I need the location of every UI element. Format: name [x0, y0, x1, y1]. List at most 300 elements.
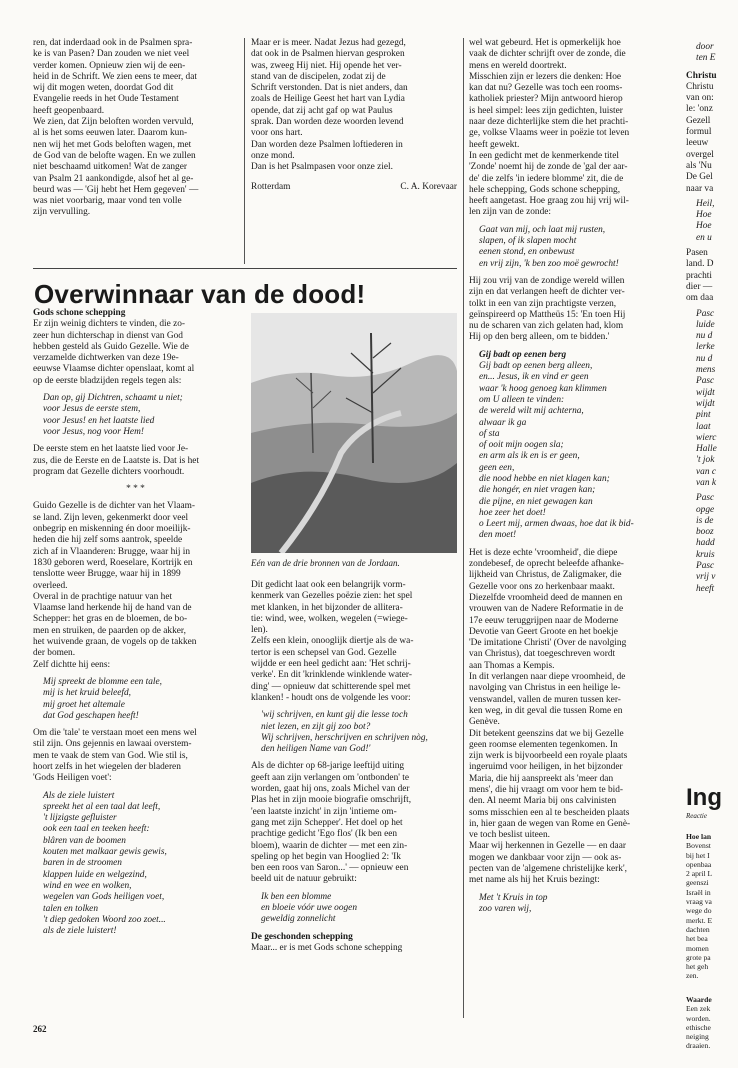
poem-line: kouten met malkaar gewis gewis, [43, 847, 167, 858]
paragraph-line: navolging van Christus in een heilige le- [469, 683, 621, 694]
paragraph-line: bloem), waarin de dichter — met een zin- [251, 840, 408, 851]
fragment-poem-line: luide [696, 319, 715, 330]
fragment-paragraph [686, 82, 738, 195]
poem-line: eenen stond, en onbewust [479, 247, 575, 258]
paragraph-line: beurd was — 'Gij hebt het Hem gegeven' — [33, 184, 199, 195]
paragraph-line: zijn en dat verlangen heeft de dichter ver- [469, 287, 625, 298]
section-separator: * * * [126, 484, 145, 495]
paragraph-line: In een gedicht met de kenmerkende titel [469, 150, 619, 161]
paragraph-line: zijn vervulling. [33, 207, 91, 218]
fragment-poem-line: Hoe [696, 210, 712, 221]
paragraph-line: onze mond. [251, 150, 295, 161]
fragment-line: wege do [686, 906, 712, 916]
paragraph-line: Genève. [469, 717, 500, 728]
paragraph-line: nen wij het met Gods beloften wagen, met [33, 139, 192, 150]
paragraph-line: geeft aan zijn verlangen om 'ontbonden' te [251, 772, 409, 783]
fragment-line: merkt. E [686, 915, 713, 925]
paragraph-line: wij dit mogen weten, doordat God dit [33, 83, 174, 94]
paragraph-line: heeft aangetast. Hoe graag zou hij vrij wil- [469, 196, 629, 207]
poem-line: mij groet het altemale [43, 699, 125, 710]
paragraph-line: op de eerste bladzijden regels tegen als: [33, 375, 182, 386]
paragraph-line: verke'. En dit 'krinklende winklende water- [251, 670, 412, 681]
paragraph-line: 'Zonde' noemt hij de zonde de 'gal der aar- [469, 162, 628, 173]
paragraph-line: eeuwse Vlaamse dichter openslaat, komt al [33, 364, 195, 375]
fragment-poem-line: kruis [696, 549, 715, 560]
paragraph-line: Devotie van Geert Groote en het boekje [469, 626, 618, 637]
paragraph-line: Misschien zijn er lezers die denken: Hoe [469, 71, 622, 82]
jordan-spring-photo [251, 313, 457, 553]
paragraph-line: 17e eeuw teruggrijpen naar de Moderne [469, 615, 619, 626]
fragment-line: draaien. [686, 1041, 711, 1051]
paragraph-line: Dan is het Psalmpasen voor onze ziel. [251, 162, 393, 173]
poem-line: die nood hebbe en niet klagen kan; [479, 473, 610, 484]
poem-line: 't diep gedoken Woord zoo zoet... [43, 914, 166, 925]
fragment-poem-line: Pasc [696, 308, 715, 319]
fragment-poem-line: van k [696, 477, 716, 488]
fragment-poem-line: vrij v [696, 572, 716, 583]
paragraph-line: In dit verlangen naar diepe vroomheid, de [469, 672, 626, 683]
fragment-paragraph-line: prachti [686, 270, 712, 281]
fragment-line: dachten [686, 924, 710, 934]
paragraph-line: Diezelfde vroomheid deed de mannen en [469, 592, 623, 603]
fragment-poem-line: Halle [696, 444, 717, 455]
fragment-paragraph-line: land. D [686, 259, 714, 270]
paragraph-line: len). [251, 625, 268, 636]
paragraph-line: 'een laatste inzicht' in zijn 'intieme om- [251, 806, 397, 817]
paragraph-line: de God van de belofte wagen. En we zullen [33, 150, 196, 161]
paragraph-line: len zijn van de zonde: [469, 207, 551, 218]
fragment-subheading: Christu [686, 70, 717, 81]
paragraph-line: zus, die de Eerste en de Laatste is. Dat is het [33, 455, 200, 466]
poem-line: den moet! [479, 530, 517, 541]
paragraph-line: ke is van Pasen? Dan zouden we niet veel [33, 49, 190, 60]
paragraph [33, 501, 238, 670]
paragraph-line: wel wat gebeurd. Het is opmerkelijk hoe [469, 38, 621, 48]
fragment-poem-line: Hoe [696, 221, 712, 232]
paragraph-line: ingeruimd voor heiligen, in het bijzonder [469, 762, 623, 773]
paragraph-line: ve toch beslist uiteen. [469, 830, 550, 841]
poem-line: Dan op, gij Dichtren, schaamt u niet; [43, 393, 183, 404]
fragment-poem [696, 309, 738, 490]
fragment-poem [696, 493, 738, 595]
poem [43, 677, 238, 722]
paragraph-line: 'Gods Heiligen voet': [33, 773, 112, 784]
paragraph-line: 1830 geboren werd, Roeselare, Kortrijk en [33, 557, 193, 568]
paragraph [33, 319, 238, 387]
paragraph-line: Er zijn weinig dichters te vinden, die zo- [33, 319, 186, 330]
paragraph-line: was, zweeg Hij niet. Hij opende het ver- [251, 60, 402, 71]
poem-line: de wereld wilt mij achterna, [479, 406, 584, 417]
fragment-line: grote pa [686, 952, 711, 962]
fragment-line: geenszi [686, 878, 709, 888]
poem-line: of sta [479, 428, 500, 439]
poem-line: ook een taal en teeken heeft: [43, 824, 150, 835]
fragment-poem-line: wierc [696, 432, 717, 443]
fragment-poem-line: pint [696, 410, 711, 421]
poem-line: die pijne, en niet gewagen kan [479, 496, 593, 507]
poem-line: voor Jesus! en het laatste lied [43, 415, 155, 426]
fragment-paragraph [686, 248, 738, 304]
fragment-line: worden. [686, 1013, 711, 1023]
paragraph [33, 38, 238, 219]
fragment-line: zen. [686, 971, 699, 981]
poem-line: hoe zeer het doet! [479, 507, 546, 518]
poem-line: Wij schrijven, herschrijven en schrijven nòg, [261, 732, 428, 743]
fragment-poem-line: en u [696, 232, 712, 243]
photo-caption: Eén van de drie bronnen van de Jordaan. [251, 558, 400, 568]
signature-place: Rotterdam [251, 181, 291, 192]
fragment-poem [696, 42, 738, 65]
paragraph-line: hele schepping, Gods schone schepping, [469, 184, 621, 195]
paragraph-line: ge, volkse Vlaams weer in poëzie tot leven [469, 128, 630, 139]
paragraph-line: vaak de dichter schrijft over de zonde, die [469, 49, 626, 60]
fragment-poem-line: Pasc [696, 376, 715, 387]
subheading: Gods schone schepping [33, 308, 126, 318]
fragment-poem-line: wijdt [696, 387, 715, 398]
paragraph-line: mens en wereld doortrekt. [469, 60, 567, 71]
paragraph-line: Schepper: het gras en de bloemen, de bo- [33, 614, 188, 625]
paragraph-line: het wuivende graan, de vogels op de takken [33, 637, 197, 648]
poem-line: dat God geschapen heeft! [43, 710, 139, 721]
poem-line: talen en tolken [43, 903, 99, 914]
fragment-paragraph-line: om daa [686, 293, 714, 304]
fragment-poem-line: Heil, [696, 198, 715, 209]
fragment-poem-line: ten E [696, 53, 716, 64]
paragraph-line: Overal in de prachtige natuur van het [33, 591, 173, 602]
paragraph-line: zondebesef, de oprecht beleefde afhanke- [469, 559, 624, 570]
poem [43, 791, 238, 938]
signature [251, 182, 457, 193]
paragraph-line: venswandel, vallen de muren tussen ker- [469, 694, 621, 705]
paragraph-line: tenslotte weer Brugge, waar hij in 1899 [33, 569, 181, 580]
photo-illustration [251, 313, 457, 553]
paragraph-line: heden die hij zelf soms aantrok, speelde [33, 535, 183, 546]
poem-line: o Leert mij, armen dwaas, hoe dat ik bid- [479, 519, 634, 530]
fragment-paragraph-line: formul [686, 127, 712, 138]
paragraph-line: wijdde er een heel gedicht aan: 'Het schrij- [251, 659, 411, 670]
paragraph-line: sprak. Dan worden deze woorden levend [251, 117, 404, 128]
fragment-poem-line: van c [696, 466, 716, 477]
next-page-fragment [686, 0, 738, 1068]
paragraph-line: Maria, die hij aanspreekt als 'meer dan [469, 773, 614, 784]
subheading: De geschonden schepping [251, 931, 353, 942]
poem-line: wegelen van Gods heiligen voet, [43, 892, 165, 903]
paragraph-line: beeld uit de natuur gebruikt: [251, 874, 357, 885]
paragraph-line: ben een roos van Saron...' — opnieuw een [251, 863, 409, 874]
poem-line: voor Jesus de eerste stem, [43, 404, 141, 415]
paragraph-line: se land. Zijn leven, gekenmerkt door veel [33, 512, 189, 523]
paragraph-line: stil zijn. Ons gejennis en lawaai overstem- [33, 739, 192, 750]
fragment-line: 2 april L [686, 869, 713, 879]
section-rule [33, 268, 457, 269]
paragraph-line: Schrift verstonden. Dat is niet anders, dan [251, 83, 408, 94]
poem-line: Met 't Kruis in top [479, 892, 548, 903]
fragment-poem-line: laat [696, 421, 711, 432]
paragraph-line: mogen we dankbaar voor zijn — ook as- [469, 852, 622, 863]
fragment-poem-line: is de [696, 515, 714, 526]
paragraph-line: stand van de discipelen, zodat zij de [251, 71, 386, 82]
fragment-poem-line: wijdt [696, 398, 715, 409]
poem-line: niet lezen, en zijt gij zoo bot? [261, 721, 371, 732]
paragraph [251, 38, 457, 174]
paragraph-line: 'De imitatione Christi' (Over de navolging [469, 638, 627, 649]
fragment-line: vraag va [686, 897, 712, 907]
poem-title: Gij badt op eenen berg [479, 349, 567, 360]
paragraph-line: met klanken, in het bijzonder de allitera- [251, 602, 403, 613]
poem-line: slapen, of ik slapen mocht [479, 236, 577, 247]
paragraph-line: verder komen. Opnieuw zien wij de een- [33, 60, 186, 71]
poem-line: wind en wee en wolken, [43, 880, 132, 891]
fragment-paragraph-line: overgel [686, 149, 714, 160]
poem-line: alwaar ik ga [479, 417, 527, 428]
fragment-poem-line: door [696, 42, 714, 52]
poem-line: Ik ben een blomme [261, 891, 332, 902]
poem-line: 't lijzigste gefluister [43, 813, 117, 824]
paragraph-line: geen roomse elementen tegenkomen. In [469, 739, 618, 750]
paragraph-line: van Christus), dat toegeschreven wordt [469, 649, 616, 660]
paragraph-line: Als de dichter op 68-jarige leeftijd uiting [251, 761, 405, 772]
paragraph-line: Dan worden deze Psalmen loftiederen in [251, 139, 403, 150]
fragment-line: ethische [686, 1022, 711, 1032]
fragment-line: Israël in [686, 887, 711, 897]
paragraph-line: zijn werk is bijvoorbeeld een royale plaats [469, 751, 628, 762]
signature-name: C. A. Korevaar [400, 181, 457, 192]
poem-line: Als de ziele luistert [43, 790, 115, 801]
paragraph-line: pecten van de 'algemene christelijke kerk', [469, 864, 627, 875]
paragraph-line: kan dat nu? Gezelle was toch een rooms- [469, 83, 623, 94]
paragraph-line: heid in de Schrift. We zien eens te meer, dat [33, 71, 197, 82]
paragraph-line: hoort zelfs in het wiegelen der bladeren [33, 761, 181, 772]
paragraph-line: Vlaamse land herkende hij de hand van de [33, 603, 192, 614]
paragraph-line: nu de scharen van zich gelaten had, klom [469, 321, 624, 332]
paragraph-line: in, hier gaan de wegen van Rome en Genè- [469, 818, 631, 829]
fragment-poem-line: heeft [696, 583, 715, 594]
poem [261, 892, 457, 926]
fragment-poem-line: opge [696, 504, 715, 515]
fragment-line: openbaa [686, 859, 712, 869]
paragraph-line: zich af in Vlaanderen: Brugge, waar hij in [33, 546, 191, 557]
column-divider-1 [244, 38, 245, 264]
paragraph-line: Gezelle voor ons zo herkenbaar maakt. [469, 581, 615, 592]
fragment-poem-line: Pasc [696, 493, 715, 504]
poem-line: mij is het kruid beleefd, [43, 688, 131, 699]
paragraph-line: ren, dat inderdaad ook in de Psalmen spra- [33, 38, 193, 48]
next-article-kicker: Reactie [686, 812, 707, 820]
poem-line: geweldig zonnelicht [261, 914, 336, 925]
column-divider-2 [463, 38, 464, 1018]
poem-line: Mij spreekt de blomme een tale, [43, 676, 163, 687]
paragraph-line: klanken! - houdt ons de volgende les voor: [251, 692, 411, 703]
paragraph [251, 580, 457, 704]
paragraph-line: verzamelde dichtwerken van deze 19e- [33, 353, 179, 364]
poem [43, 393, 238, 438]
fragment-poem-line: nu d [696, 353, 713, 364]
paragraph-line: geïnspireerd op Mattheüs 15: 'En toen Hij [469, 309, 626, 320]
paragraph-line: men te vaak de stem van God. Wie stil is, [33, 750, 188, 761]
paragraph [33, 444, 238, 478]
paragraph-line: Zelf dichtte hij eens: [33, 659, 111, 670]
article-column-1 [33, 308, 238, 943]
paragraph-line: soms misschien een al te bescheiden plaats [469, 807, 630, 818]
paragraph-line: De eerste stem en het laatste lied voor Je- [33, 444, 189, 455]
fragment-line: Bovenst [686, 841, 711, 851]
paragraph-line: Dit gedicht laat ook een belangrijk vorm- [251, 580, 406, 590]
paragraph-line: al is het soms eeuwen later. Daarom kun- [33, 128, 188, 139]
poem-line: klappen luide en welgezind, [43, 869, 147, 880]
fragment-paragraph-line: als 'Nu [686, 160, 712, 171]
paragraph-line: speling op het begin van Hooglied 2: 'Ik [251, 851, 401, 862]
paragraph-line: prachtige gedicht 'Ego flos' (Ik ben een [251, 829, 398, 840]
paragraph-line: Maar er is meer. Nadat Jezus had gezegd, [251, 38, 406, 48]
paragraph-line: was niet voorbarig, maar vond ten volle [33, 196, 182, 207]
top-column-2 [251, 38, 457, 193]
article-title: Overwinnaar van de dood! [34, 279, 366, 309]
poem-line: en... Jesus, ik en vind er geen [479, 372, 589, 383]
paragraph [33, 728, 238, 784]
paragraph-line: katholiek priester? Mijn antwoord hierop [469, 94, 623, 105]
poem-line: waar 'k hoog genoeg kan klimmen [479, 383, 607, 394]
paragraph-line: Maar wij herkennen in Gezelle — en daar [469, 841, 626, 852]
fragment-paragraph-line: Christu [686, 81, 714, 92]
poem [479, 225, 677, 270]
paragraph-line: tolkt in een van zijn prachtigste verzen, [469, 298, 617, 309]
fragment-line: bij het I [686, 850, 710, 860]
poem-line: spreekt het al een taal dat leeft, [43, 801, 161, 812]
poem-line: den heiligen Name van God!' [261, 744, 371, 755]
fragment-poem-line: lerke [696, 342, 715, 353]
paragraph-line: voor ons hart. [251, 128, 303, 139]
fragment-paragraph-line: dier — [686, 281, 713, 292]
paragraph-line: mens', die hij vraagt om voor hem te bid- [469, 785, 624, 795]
fragment-paragraph-line: naar va [686, 183, 714, 194]
paragraph-line: opende, dat zij acht gaf op wat Paulus [251, 105, 393, 116]
paragraph-line: niet beschaamd uitkomen! Wat de zanger [33, 162, 187, 173]
fragment-poem-line: hadd [696, 538, 715, 549]
paragraph-line: zoals de Heilige Geest het hart van Lydia [251, 94, 405, 105]
fragment-line: het bea [686, 934, 708, 944]
poem-line: geen een, [479, 462, 515, 473]
top-column-1 [33, 38, 238, 219]
paragraph-line: Guido Gezelle is de dichter van het Vlaam- [33, 501, 195, 512]
paragraph-line: dat ook in de Psalmen hiervan gesproken [251, 49, 405, 60]
paragraph-line: Plas het in zijn mooie biografie omschrijft, [251, 795, 412, 806]
poem-line: Gij badt op eenen berg alleen, [479, 361, 593, 372]
paragraph-line: Maar... er is met Gods schone schepping [251, 942, 403, 953]
paragraph-line: heeft geopenbaard. [33, 105, 105, 116]
next-article-title: Ing [686, 784, 722, 811]
paragraph-line: is heel simpel: lees zijn gedichten, luister [469, 105, 623, 116]
paragraph-line: program dat Gezelle dichters voorhoudt. [33, 466, 185, 477]
poem [479, 350, 677, 542]
poem-line: en bloeie vóór uwe oogen [261, 903, 358, 914]
paragraph-line: naar deze dichterlijke stem die het prachti- [469, 117, 629, 128]
poem-line: Gaat van mij, och laat mij rusten, [479, 224, 606, 235]
paragraph-line: ding' — opnieuw dat schitterende spel met [251, 681, 411, 692]
fragment-line: neiging [686, 1032, 709, 1042]
paragraph-line: onbegrip en miskenning én door moeilijk- [33, 524, 191, 535]
paragraph-line: de' die zelfs 'in iedere blomme' zit, die de [469, 173, 624, 184]
column-3 [469, 38, 677, 921]
paragraph-line: We zien, dat Zijn beloften worden vervuld, [33, 117, 194, 128]
paragraph-line: Hij zou vrij van de zondige wereld willen [469, 275, 625, 286]
paragraph [469, 38, 677, 219]
fragment-line: het geh [686, 962, 709, 972]
paragraph-line: ken weg, in dit geval die tussen Rome en [469, 705, 623, 716]
paragraph-line: tertor is een schepsel van God. Gezelle [251, 647, 397, 658]
fragment-poem-line: nu d [696, 331, 713, 342]
paragraph-line: vrouwen van de Nadere Reformatie in de [469, 604, 624, 615]
fragment-poem [696, 199, 738, 244]
fragment-line: Hoe lan [686, 832, 712, 841]
paragraph-line: Het is deze echte 'vroomheid', die diepe [469, 547, 618, 558]
paragraph-line: zeer hun dichterschap in dienst van God [33, 330, 183, 341]
paragraph-line: der bomen. [33, 648, 76, 659]
fragment-paragraph-line: leeuw [686, 138, 709, 149]
poem-line: blâren van de boomen [43, 835, 126, 846]
paragraph-line: Zelfs een klein, onooglijk diertje als de wa- [251, 636, 414, 647]
fragment-paragraph-line: Pasen [686, 248, 708, 259]
paragraph-line: Evangelie reeds in het Oude Testament [33, 94, 179, 105]
fragment-paragraph-line: le: 'onz [686, 104, 713, 115]
poem-line: en arm als ik en is er geen, [479, 451, 580, 462]
fragment-poem-line: mens [696, 365, 716, 376]
paragraph-line: overleed. [33, 580, 68, 591]
paragraph-line: aan Thomas a Kempis. [469, 660, 555, 671]
poem [479, 893, 677, 916]
paragraph-line: kenmerk van Gezelles poëzie zien: het spel [251, 591, 413, 602]
paragraph-line: den. Al neemt Maria bij ons calvinisten [469, 796, 617, 807]
poem-line: om U alleen te vinden: [479, 394, 565, 405]
poem-line: die hongér, en niet vragen kan; [479, 485, 596, 496]
paragraph-line: Dit betekent geenszins dat we bij Gezelle [469, 728, 624, 739]
paragraph-line: van Psalm 21 aankondigde, alsof het al ge- [33, 173, 194, 184]
paragraph [469, 276, 677, 344]
poem-line: zoo varen wij, [479, 903, 532, 914]
fragment-line: momen [686, 943, 709, 953]
fragment-line: Een zek [686, 1004, 711, 1014]
paragraph-line: tie: wind, wee, wolken, wegelen (=wiege- [251, 613, 408, 624]
paragraph-line: Om die 'tale' te verstaan moet een mens wel [33, 728, 197, 739]
fragment-paragraph-line: De Gel [686, 172, 713, 183]
fragment-poem-line: 't jok [696, 455, 715, 466]
paragraph-line: gang met zijn Schepper'. Het doel op het [251, 817, 403, 828]
paragraph-line: heeft gewekt. [469, 139, 520, 150]
poem-line: baren in de stroomen [43, 858, 122, 869]
fragment-paragraph-line: Gezell [686, 115, 711, 126]
paragraph-line: hebben gesteld als Guido Gezelle. Wie de [33, 341, 189, 352]
paragraph-line: Hij op den berg alleen, om te bidden.' [469, 332, 610, 343]
fragment-line: Waarde [686, 995, 712, 1004]
poem-line: als de ziele luistert! [43, 926, 117, 937]
poem-line: voor Jesus, nog voor Hem! [43, 426, 144, 437]
fragment-poem-line: booz [696, 527, 714, 538]
page-number: 262 [33, 1024, 47, 1034]
poem-line: of ooit mijn oogen sla; [479, 440, 564, 451]
poem [261, 710, 457, 755]
paragraph [251, 943, 457, 954]
paragraph-line: lijkheid van Christus, de Zaligmaker, die [469, 570, 622, 581]
fragment-paragraph-line: van on: [686, 93, 714, 104]
paragraph-line: met name als hij het Kruis bezingt: [469, 875, 600, 886]
poem-line: en vrij zijn, 'k ben zoo moë gewrocht! [479, 258, 619, 269]
paragraph [251, 761, 457, 885]
paragraph-line: worden, gaat hij ons, zoals Michel van der [251, 784, 410, 795]
paragraph [469, 548, 677, 887]
fragment-poem-line: Pasc [696, 561, 715, 572]
poem-line: 'wij schrijven, en kunt gij die lesse toch [261, 710, 408, 721]
article-column-2 [251, 580, 457, 954]
paragraph-line: men en struiken, de paarden op de akker, [33, 625, 186, 636]
